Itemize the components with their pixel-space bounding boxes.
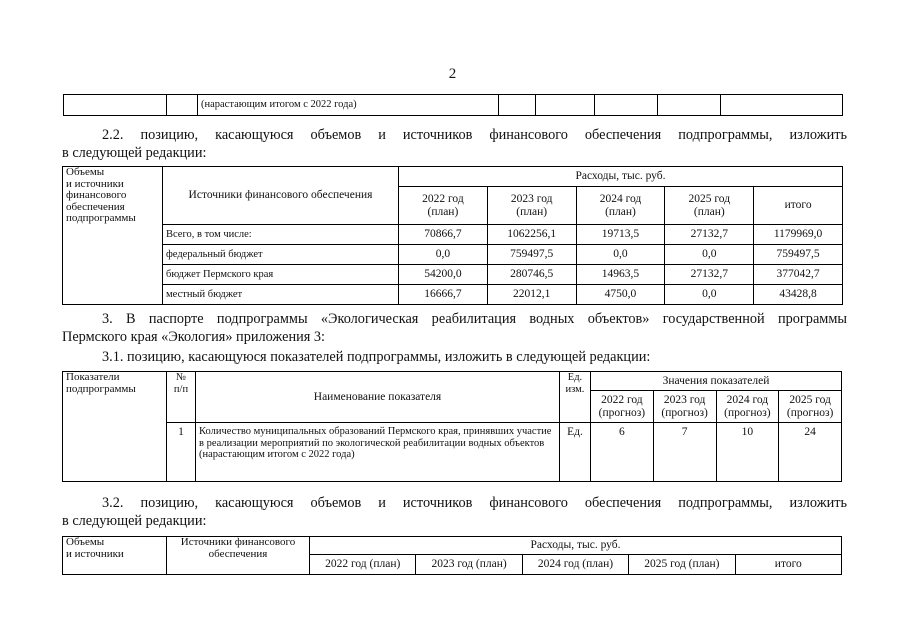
table3-row-label: Объемы и источники — [63, 537, 167, 575]
table1-year-header: 2025 год (план) — [665, 187, 754, 225]
financing-table-1 — [62, 166, 843, 305]
value-cell: 280746,5 — [487, 265, 576, 285]
value-cell: 0,0 — [665, 285, 754, 305]
value-cell: 27132,7 — [665, 265, 754, 285]
source-name: Всего, в том числе: — [163, 225, 399, 245]
value-cell: 0,0 — [576, 245, 665, 265]
table-row — [63, 265, 843, 285]
table1-year-header: 2022 год (план) — [399, 187, 488, 225]
paragraph-3-2-line1: 3.2. позицию, касающуюся объемов и источников финансового обеспечения подпрограммы, изложить — [102, 495, 847, 511]
indicator-number: 1 — [167, 423, 196, 482]
table2-year-header: 2024 год (прогноз) — [716, 391, 779, 423]
table-row — [63, 423, 842, 482]
table2-year-header: 2022 год (прогноз) — [591, 391, 654, 423]
indicator-unit: Ед. — [560, 423, 591, 482]
table-row — [63, 285, 843, 305]
table1-year-header: 2023 год (план) — [487, 187, 576, 225]
value-cell: 27132,7 — [665, 225, 754, 245]
table3-total-header: итого — [735, 555, 841, 575]
table-row — [63, 245, 843, 265]
value-cell: 19713,5 — [576, 225, 665, 245]
table2-year-header: 2025 год (прогноз) — [779, 391, 842, 423]
source-name: бюджет Пермского края — [163, 265, 399, 285]
empty-cell — [536, 95, 595, 116]
value-cell: 16666,7 — [399, 285, 488, 305]
table2-values-header: Значения показателей — [591, 372, 842, 391]
value-cell: 1062256,1 — [487, 225, 576, 245]
value-cell: 759497,5 — [754, 245, 843, 265]
indicators-table — [62, 371, 842, 482]
source-name: местный бюджет — [163, 285, 399, 305]
page-number: 2 — [448, 66, 457, 82]
table1-expenses-header: Расходы, тыс. руб. — [399, 167, 843, 187]
indicator-note: (нарастающим итогом с 2022 года) — [198, 95, 499, 116]
table2-year-header: 2023 год (прогноз) — [653, 391, 716, 423]
indicator-value: 10 — [716, 423, 779, 482]
table3-year-header: 2025 год (план) — [629, 555, 735, 575]
indicator-name: Количество муниципальных образований Пермского края, принявших участие в реализации мероприятий по экологической реабилитации водных объектов (нарастающим итогом с 2022 года) — [196, 423, 560, 482]
table2-num-header: № п/п — [167, 372, 196, 423]
empty-cell — [595, 95, 658, 116]
table3-year-header: 2023 год (план) — [416, 555, 522, 575]
indicator-value: 24 — [779, 423, 842, 482]
table1-source-header: Источники финансового обеспечения — [163, 167, 399, 225]
value-cell: 4750,0 — [576, 285, 665, 305]
table3-source-header: Источники финансового обеспечения — [167, 537, 310, 575]
value-cell: 43428,8 — [754, 285, 843, 305]
value-cell: 54200,0 — [399, 265, 488, 285]
continuation-table — [63, 94, 843, 116]
table-row — [63, 225, 843, 245]
empty-cell — [658, 95, 721, 116]
indicator-value: 6 — [591, 423, 654, 482]
paragraph-2-2-line1: 2.2. позицию, касающуюся объемов и источников финансового обеспечения подпрограммы, изложить — [102, 127, 847, 143]
value-cell: 0,0 — [665, 245, 754, 265]
empty-cell — [64, 95, 167, 116]
financing-table-2 — [62, 536, 842, 575]
paragraph-3-2-line2: в следующей редакции: — [62, 513, 207, 529]
value-cell: 377042,7 — [754, 265, 843, 285]
value-cell: 70866,7 — [399, 225, 488, 245]
table1-year-header: 2024 год (план) — [576, 187, 665, 225]
empty-cell — [167, 95, 198, 116]
indicator-value: 7 — [653, 423, 716, 482]
paragraph-2-2-line2: в следующей редакции: — [62, 145, 207, 161]
table3-year-header: 2022 год (план) — [310, 555, 416, 575]
empty-cell — [721, 95, 843, 116]
value-cell: 1179969,0 — [754, 225, 843, 245]
table2-name-header: Наименование показателя — [196, 372, 560, 423]
paragraph-3-line2: Пермского края «Экология» приложения 3: — [62, 329, 326, 345]
table3-expenses-header: Расходы, тыс. руб. — [310, 537, 842, 555]
value-cell: 0,0 — [399, 245, 488, 265]
value-cell: 14963,5 — [576, 265, 665, 285]
value-cell: 759497,5 — [487, 245, 576, 265]
table2-unit-header: Ед. изм. — [560, 372, 591, 423]
empty-cell — [499, 95, 536, 116]
table3-year-header: 2024 год (план) — [522, 555, 628, 575]
table1-total-header: итого — [754, 187, 843, 225]
paragraph-3-1: 3.1. позицию, касающуюся показателей подпрограммы, изложить в следующей редакции: — [102, 349, 651, 365]
paragraph-3-line1: 3. В паспорте подпрограммы «Экологическая реабилитация водных объектов» государственной программы — [102, 311, 847, 327]
source-name: федеральный бюджет — [163, 245, 399, 265]
table1-row-label: Объемы и источники финансового обеспечения подпрограммы — [63, 167, 163, 305]
value-cell: 22012,1 — [487, 285, 576, 305]
table2-row-label: Показатели подпрограммы — [63, 372, 167, 482]
